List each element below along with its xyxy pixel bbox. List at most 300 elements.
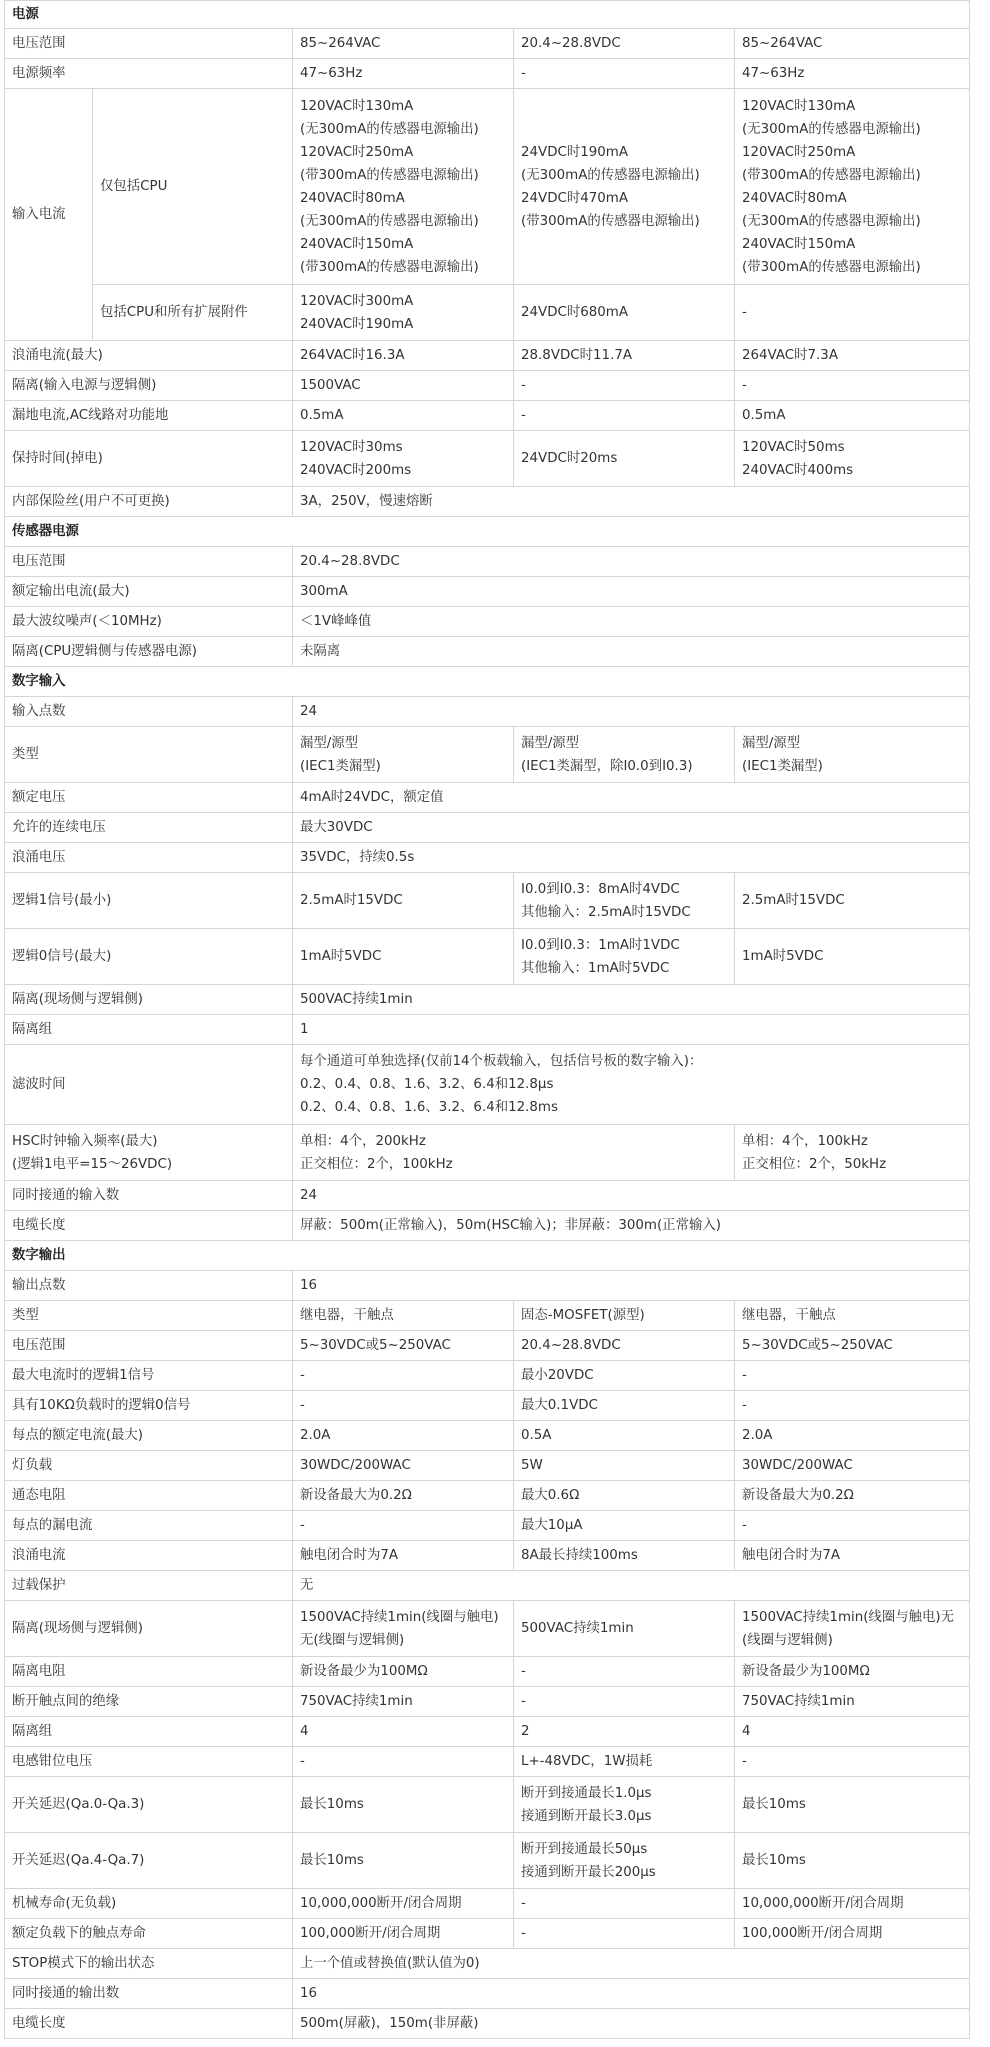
value-cell <box>514 59 735 89</box>
cell-line: 30WDC/200WAC <box>300 1458 411 1473</box>
value-cell <box>293 1919 514 1949</box>
value-cell <box>514 401 735 431</box>
value-cell <box>514 89 735 285</box>
value-cell <box>514 1601 735 1657</box>
spec-row <box>5 1919 970 1949</box>
value-cell <box>514 1717 735 1747</box>
param-name-cell <box>5 1889 293 1919</box>
cell-line: 单相：4个，200kHz <box>300 1133 426 1149</box>
cell-line: 浪涌电流(最大) <box>12 348 103 363</box>
cell-line: 无(线圈与逻辑侧) <box>300 1632 405 1648</box>
cell-line: 120VAC时250mA <box>742 144 856 160</box>
value-cell <box>293 1045 970 1125</box>
spec-row <box>5 1979 970 2009</box>
cell-line: 1 <box>300 1022 309 1037</box>
value-cell <box>735 873 970 929</box>
value-cell <box>293 547 970 577</box>
cell-line: (带300mA的传感器电源输出) <box>300 167 479 183</box>
cell-line: 20.4~28.8VDC <box>300 554 400 569</box>
cell-line: - <box>300 1398 305 1413</box>
spec-table <box>4 0 970 2039</box>
value-cell <box>735 1919 970 1949</box>
cell-line: (无300mA的传感器电源输出) <box>300 213 479 229</box>
value-cell <box>735 1125 970 1181</box>
value-cell <box>735 371 970 401</box>
cell-line: 仅包括CPU <box>100 179 168 194</box>
cell-line: 断开触点间的绝缘 <box>12 1694 120 1709</box>
param-name-cell <box>5 929 293 985</box>
cell-line: I0.0到I0.3：1mA时1VDC <box>521 937 680 953</box>
value-cell <box>514 1301 735 1331</box>
cell-line: (无300mA的传感器电源输出) <box>521 167 700 183</box>
cell-line: 1500VAC <box>300 378 361 393</box>
param-name-cell <box>5 873 293 929</box>
cell-line: 漏型/源型 <box>742 735 801 751</box>
cell-line: 漏型/源型 <box>300 735 359 751</box>
value-cell <box>735 1421 970 1451</box>
cell-line: 24VDC时680mA <box>521 305 629 320</box>
param-name-cell <box>5 1657 293 1687</box>
value-cell <box>514 341 735 371</box>
value-cell <box>735 1541 970 1571</box>
param-name-cell <box>5 1301 293 1331</box>
spec-row <box>5 873 970 929</box>
value-cell <box>514 1361 735 1391</box>
cell-line: - <box>521 1664 526 1679</box>
value-cell <box>293 1481 514 1511</box>
cell-line: 5~30VDC或5~250VAC <box>742 1338 893 1353</box>
value-cell <box>735 929 970 985</box>
cell-line: - <box>742 305 747 320</box>
value-cell <box>293 1657 514 1687</box>
cell-line: STOP模式下的输出状态 <box>12 1956 155 1971</box>
value-cell <box>735 1481 970 1511</box>
param-name-cell <box>5 59 293 89</box>
value-cell <box>514 1511 735 1541</box>
cell-line: 继电器，干触点 <box>742 1308 836 1323</box>
value-cell <box>514 1777 735 1833</box>
param-name-cell <box>5 1015 293 1045</box>
cell-line: 每点的漏电流 <box>12 1518 93 1533</box>
value-cell <box>293 929 514 985</box>
param-name-cell <box>5 1421 293 1451</box>
value-cell <box>293 431 514 487</box>
cell-line: 隔离(CPU逻辑侧与传感器电源) <box>12 644 197 659</box>
cell-line: - <box>300 1518 305 1533</box>
param-name-cell <box>5 487 293 517</box>
cell-line: 264VAC时16.3A <box>300 348 405 363</box>
value-cell <box>514 1919 735 1949</box>
param-name-cell <box>5 1601 293 1657</box>
cell-line: 类型 <box>12 747 39 762</box>
value-cell <box>514 29 735 59</box>
value-cell <box>293 873 514 929</box>
value-cell <box>293 1949 970 1979</box>
cell-line: 0.5mA <box>742 408 786 423</box>
section-title: 数字输入 <box>5 667 970 697</box>
value-cell <box>293 813 970 843</box>
param-name-cell <box>5 29 293 59</box>
cell-line: 最小20VDC <box>521 1368 594 1383</box>
cell-line: 240VAC时80mA <box>300 190 405 206</box>
cell-line: 开关延迟(Qa.4-Qa.7) <box>12 1853 145 1868</box>
spec-row <box>5 1657 970 1687</box>
spec-row <box>5 1015 970 1045</box>
cell-line: - <box>742 1398 747 1413</box>
spec-row <box>5 1301 970 1331</box>
section-header-row <box>5 1241 970 1271</box>
value-cell <box>514 1747 735 1777</box>
spec-row <box>5 89 970 285</box>
spec-row <box>5 1181 970 1211</box>
value-cell <box>293 1541 514 1571</box>
cell-line: 240VAC时150mA <box>742 236 856 252</box>
cell-line: (逻辑1电平=15～26VDC) <box>12 1156 173 1172</box>
spec-row <box>5 843 970 873</box>
cell-line: 浪涌电压 <box>12 850 66 865</box>
cell-line: 具有10KΩ负载时的逻辑0信号 <box>12 1398 191 1413</box>
value-cell <box>293 1361 514 1391</box>
value-cell <box>735 1889 970 1919</box>
cell-line: - <box>521 1926 526 1941</box>
value-cell <box>514 285 735 341</box>
cell-line: 最长10ms <box>300 1797 364 1812</box>
cell-line: 新设备最少为100MΩ <box>300 1664 428 1679</box>
param-name-cell <box>93 285 293 341</box>
spec-row <box>5 577 970 607</box>
cell-line: 隔离组 <box>12 1022 53 1037</box>
cell-line: 浪涌电流 <box>12 1548 66 1563</box>
cell-line: (IEC1类漏型) <box>300 758 381 774</box>
spec-row <box>5 1211 970 1241</box>
cell-line: 额定输出电流(最大) <box>12 584 130 599</box>
cell-line: - <box>742 1368 747 1383</box>
value-cell <box>293 1331 514 1361</box>
cell-line: 120VAC时130mA <box>300 98 414 114</box>
cell-line: 120VAC时300mA <box>300 293 414 309</box>
value-cell <box>293 1015 970 1045</box>
spec-row <box>5 2009 970 2039</box>
spec-row <box>5 341 970 371</box>
cell-line: 最大0.6Ω <box>521 1488 580 1503</box>
cell-line: 额定电压 <box>12 790 66 805</box>
cell-line: 240VAC时190mA <box>300 316 414 332</box>
spec-row <box>5 1331 970 1361</box>
param-name-cell <box>5 1541 293 1571</box>
value-cell <box>735 1687 970 1717</box>
param-name-cell <box>5 1045 293 1125</box>
param-name-cell <box>5 843 293 873</box>
value-cell <box>293 1979 970 2009</box>
cell-line: - <box>521 378 526 393</box>
cell-line: 47~63Hz <box>300 66 363 81</box>
cell-line: 通态电阻 <box>12 1488 66 1503</box>
value-cell <box>293 1271 970 1301</box>
cell-line: 1mA时5VDC <box>742 949 824 964</box>
cell-line: 无 <box>300 1578 314 1593</box>
value-cell <box>293 1125 735 1181</box>
cell-line: 5W <box>521 1458 543 1473</box>
cell-line: 最大电流时的逻辑1信号 <box>12 1368 155 1383</box>
cell-line: 开关延迟(Qa.0-Qa.3) <box>12 1797 145 1812</box>
value-cell <box>514 371 735 401</box>
cell-line: 最长10ms <box>300 1853 364 1868</box>
cell-line: 隔离电阻 <box>12 1664 66 1679</box>
param-name-cell <box>5 1747 293 1777</box>
spec-table-body <box>5 1 970 2039</box>
cell-line: 0.5mA <box>300 408 344 423</box>
cell-line: 300mA <box>300 584 348 599</box>
cell-line: 16 <box>300 1278 318 1293</box>
spec-row <box>5 547 970 577</box>
spec-row <box>5 813 970 843</box>
cell-line: 新设备最少为100MΩ <box>742 1664 870 1679</box>
cell-line: 每个通道可单独选择(仅前14个板载输入，包括信号板的数字输入)： <box>300 1054 703 1069</box>
value-cell <box>735 1657 970 1687</box>
cell-line: 35VDC，持续0.5s <box>300 850 415 865</box>
value-cell <box>293 1777 514 1833</box>
cell-line: 85~264VAC <box>742 36 823 51</box>
cell-line: 30WDC/200WAC <box>742 1458 853 1473</box>
cell-line: 电源频率 <box>12 66 66 81</box>
cell-line: 2.0A <box>300 1428 331 1443</box>
spec-row <box>5 59 970 89</box>
cell-line: 120VAC时50ms <box>742 439 845 455</box>
spec-row <box>5 1125 970 1181</box>
value-cell <box>293 371 514 401</box>
cell-line: 240VAC时80mA <box>742 190 847 206</box>
cell-line: 1500VAC持续1min(线圈与触电) <box>300 1609 499 1625</box>
param-name-cell <box>5 89 93 341</box>
spec-row <box>5 1451 970 1481</box>
cell-line: 1mA时5VDC <box>300 949 382 964</box>
cell-line: 未隔离 <box>300 644 341 659</box>
value-cell <box>735 1717 970 1747</box>
value-cell <box>293 2009 970 2039</box>
cell-line: (带300mA的传感器电源输出) <box>742 167 921 183</box>
cell-line: 接通到断开最长3.0μs <box>521 1808 652 1824</box>
cell-line: 0.2、0.4、0.8、1.6、3.2、6.4和12.8μs <box>300 1077 554 1092</box>
cell-line: 正交相位：2个，100kHz <box>300 1156 453 1172</box>
cell-line: 继电器，干触点 <box>300 1308 394 1323</box>
cell-line: HSC时钟输入频率(最大) <box>12 1133 158 1149</box>
cell-line: 断开到接通最长1.0μs <box>521 1785 652 1801</box>
value-cell <box>293 843 970 873</box>
value-cell <box>293 783 970 813</box>
cell-line: 电感钳位电压 <box>12 1754 93 1769</box>
value-cell <box>735 401 970 431</box>
cell-line: 保持时间(掉电) <box>12 451 103 466</box>
cell-line: - <box>742 1518 747 1533</box>
value-cell <box>293 1451 514 1481</box>
spec-row <box>5 985 970 1015</box>
cell-line: 4 <box>742 1724 751 1739</box>
spec-row <box>5 697 970 727</box>
spec-row <box>5 1541 970 1571</box>
spec-row <box>5 1717 970 1747</box>
cell-line: 内部保险丝(用户不可更换) <box>12 494 170 509</box>
section-header-row <box>5 667 970 697</box>
param-name-cell <box>5 1125 293 1181</box>
param-name-cell <box>5 1181 293 1211</box>
cell-line: (IEC1类漏型，除I0.0到I0.3) <box>521 758 693 774</box>
cell-line: 2.5mA时15VDC <box>300 893 403 908</box>
value-cell <box>293 487 970 517</box>
cell-line: 漏型/源型 <box>521 735 580 751</box>
value-cell <box>293 727 514 783</box>
value-cell <box>514 1833 735 1889</box>
cell-line: - <box>742 378 747 393</box>
spec-row <box>5 431 970 487</box>
cell-line: 最大10μA <box>521 1518 583 1533</box>
spec-row <box>5 285 970 341</box>
value-cell <box>293 1747 514 1777</box>
value-cell <box>514 431 735 487</box>
cell-line: 漏地电流,AC线路对功能地 <box>12 408 169 423</box>
value-cell <box>293 1571 970 1601</box>
param-name-cell <box>5 1949 293 1979</box>
value-cell <box>293 1391 514 1421</box>
value-cell <box>293 1301 514 1331</box>
section-title: 电源 <box>5 1 970 29</box>
section-header-row <box>5 517 970 547</box>
cell-line: 85~264VAC <box>300 36 381 51</box>
spec-row <box>5 401 970 431</box>
value-cell <box>514 1889 735 1919</box>
cell-line: 电压范围 <box>12 554 66 569</box>
param-name-cell <box>5 697 293 727</box>
spec-row <box>5 29 970 59</box>
value-cell <box>293 285 514 341</box>
cell-line: 机械寿命(无负载) <box>12 1896 117 1911</box>
param-name-cell <box>5 401 293 431</box>
cell-line: (无300mA的传感器电源输出) <box>742 213 921 229</box>
value-cell <box>735 1331 970 1361</box>
cell-line: 输入电流 <box>12 207 66 222</box>
cell-line: 断开到接通最长50μs <box>521 1841 648 1857</box>
spec-row <box>5 1391 970 1421</box>
spec-row <box>5 487 970 517</box>
param-name-cell <box>5 727 293 783</box>
cell-line: 28.8VDC时11.7A <box>521 348 633 363</box>
param-name-cell <box>5 1511 293 1541</box>
param-name-cell <box>5 985 293 1015</box>
param-name-cell <box>5 431 293 487</box>
section-title: 传感器电源 <box>5 517 970 547</box>
cell-line: 100,000断开/闭合周期 <box>300 1926 441 1941</box>
param-name-cell <box>5 1777 293 1833</box>
cell-line: 16 <box>300 1986 318 2001</box>
value-cell <box>293 607 970 637</box>
cell-line: 最大30VDC <box>300 820 373 835</box>
cell-line: 接通到断开最长200μs <box>521 1864 656 1880</box>
value-cell <box>293 1687 514 1717</box>
value-cell <box>735 89 970 285</box>
cell-line: 2.0A <box>742 1428 773 1443</box>
param-name-cell <box>5 1211 293 1241</box>
value-cell <box>293 1889 514 1919</box>
cell-line: 最长10ms <box>742 1797 806 1812</box>
value-cell <box>293 985 970 1015</box>
value-cell <box>514 1481 735 1511</box>
spec-row <box>5 1571 970 1601</box>
cell-line: 24VDC时470mA <box>521 190 629 206</box>
cell-line: 5~30VDC或5~250VAC <box>300 1338 451 1353</box>
cell-line: 24 <box>300 704 318 719</box>
value-cell <box>735 59 970 89</box>
cell-line: 额定负载下的触点寿命 <box>12 1926 146 1941</box>
cell-line: 隔离(现场侧与逻辑侧) <box>12 1621 143 1636</box>
cell-line: ＜1V峰峰值 <box>300 614 372 629</box>
cell-line: 新设备最大为0.2Ω <box>742 1488 854 1503</box>
param-name-cell <box>5 1481 293 1511</box>
cell-line: 电压范围 <box>12 1338 66 1353</box>
section-title: 数字输出 <box>5 1241 970 1271</box>
cell-line: - <box>300 1368 305 1383</box>
value-cell <box>514 1391 735 1421</box>
cell-line: 固态-MOSFET(源型) <box>521 1308 645 1323</box>
cell-line: 其他输入：2.5mA时15VDC <box>521 904 691 920</box>
cell-line: (带300mA的传感器电源输出) <box>300 259 479 275</box>
cell-line: 电缆长度 <box>12 2016 66 2031</box>
param-name-cell <box>5 1919 293 1949</box>
value-cell <box>514 1657 735 1687</box>
cell-line: 24VDC时20ms <box>521 451 618 466</box>
cell-line: 最长10ms <box>742 1853 806 1868</box>
cell-line: L+-48VDC，1W损耗 <box>521 1754 653 1769</box>
cell-line: I0.0到I0.3：8mA时4VDC <box>521 881 680 897</box>
cell-line: 滤波时间 <box>12 1077 66 1092</box>
cell-line: (线圈与逻辑侧) <box>742 1632 833 1648</box>
cell-line: 单相：4个，100kHz <box>742 1133 868 1149</box>
cell-line: 同时接通的输入数 <box>12 1188 120 1203</box>
param-name-cell <box>5 1271 293 1301</box>
cell-line: 隔离组 <box>12 1724 53 1739</box>
cell-line: 0.5A <box>521 1428 552 1443</box>
value-cell <box>514 727 735 783</box>
cell-line: - <box>521 66 526 81</box>
value-cell <box>735 1391 970 1421</box>
cell-line: (IEC1类漏型) <box>742 758 823 774</box>
value-cell <box>293 1421 514 1451</box>
param-name-cell <box>5 1391 293 1421</box>
cell-line: 上一个值或替换值(默认值为0) <box>300 1956 480 1971</box>
value-cell <box>514 1331 735 1361</box>
cell-line: 1500VAC持续1min(线圈与触电)无 <box>742 1609 954 1625</box>
cell-line: (无300mA的传感器电源输出) <box>742 121 921 137</box>
value-cell <box>93 89 293 285</box>
cell-line: - <box>521 408 526 423</box>
value-cell <box>735 29 970 59</box>
value-cell <box>293 1717 514 1747</box>
cell-line: 隔离(现场侧与逻辑侧) <box>12 992 143 1007</box>
param-name-cell <box>5 637 293 667</box>
cell-line: 120VAC时130mA <box>742 98 856 114</box>
cell-line: 24 <box>300 1188 318 1203</box>
spec-row <box>5 1481 970 1511</box>
cell-line: 2.5mA时15VDC <box>742 893 845 908</box>
value-cell <box>293 1181 970 1211</box>
cell-line: 24VDC时190mA <box>521 144 629 160</box>
cell-line: 20.4~28.8VDC <box>521 1338 621 1353</box>
spec-row <box>5 1045 970 1125</box>
value-cell <box>293 341 514 371</box>
value-cell <box>293 1211 970 1241</box>
cell-line: 逻辑1信号(最小) <box>12 893 112 908</box>
spec-row <box>5 727 970 783</box>
value-cell <box>735 431 970 487</box>
param-name-cell <box>5 783 293 813</box>
